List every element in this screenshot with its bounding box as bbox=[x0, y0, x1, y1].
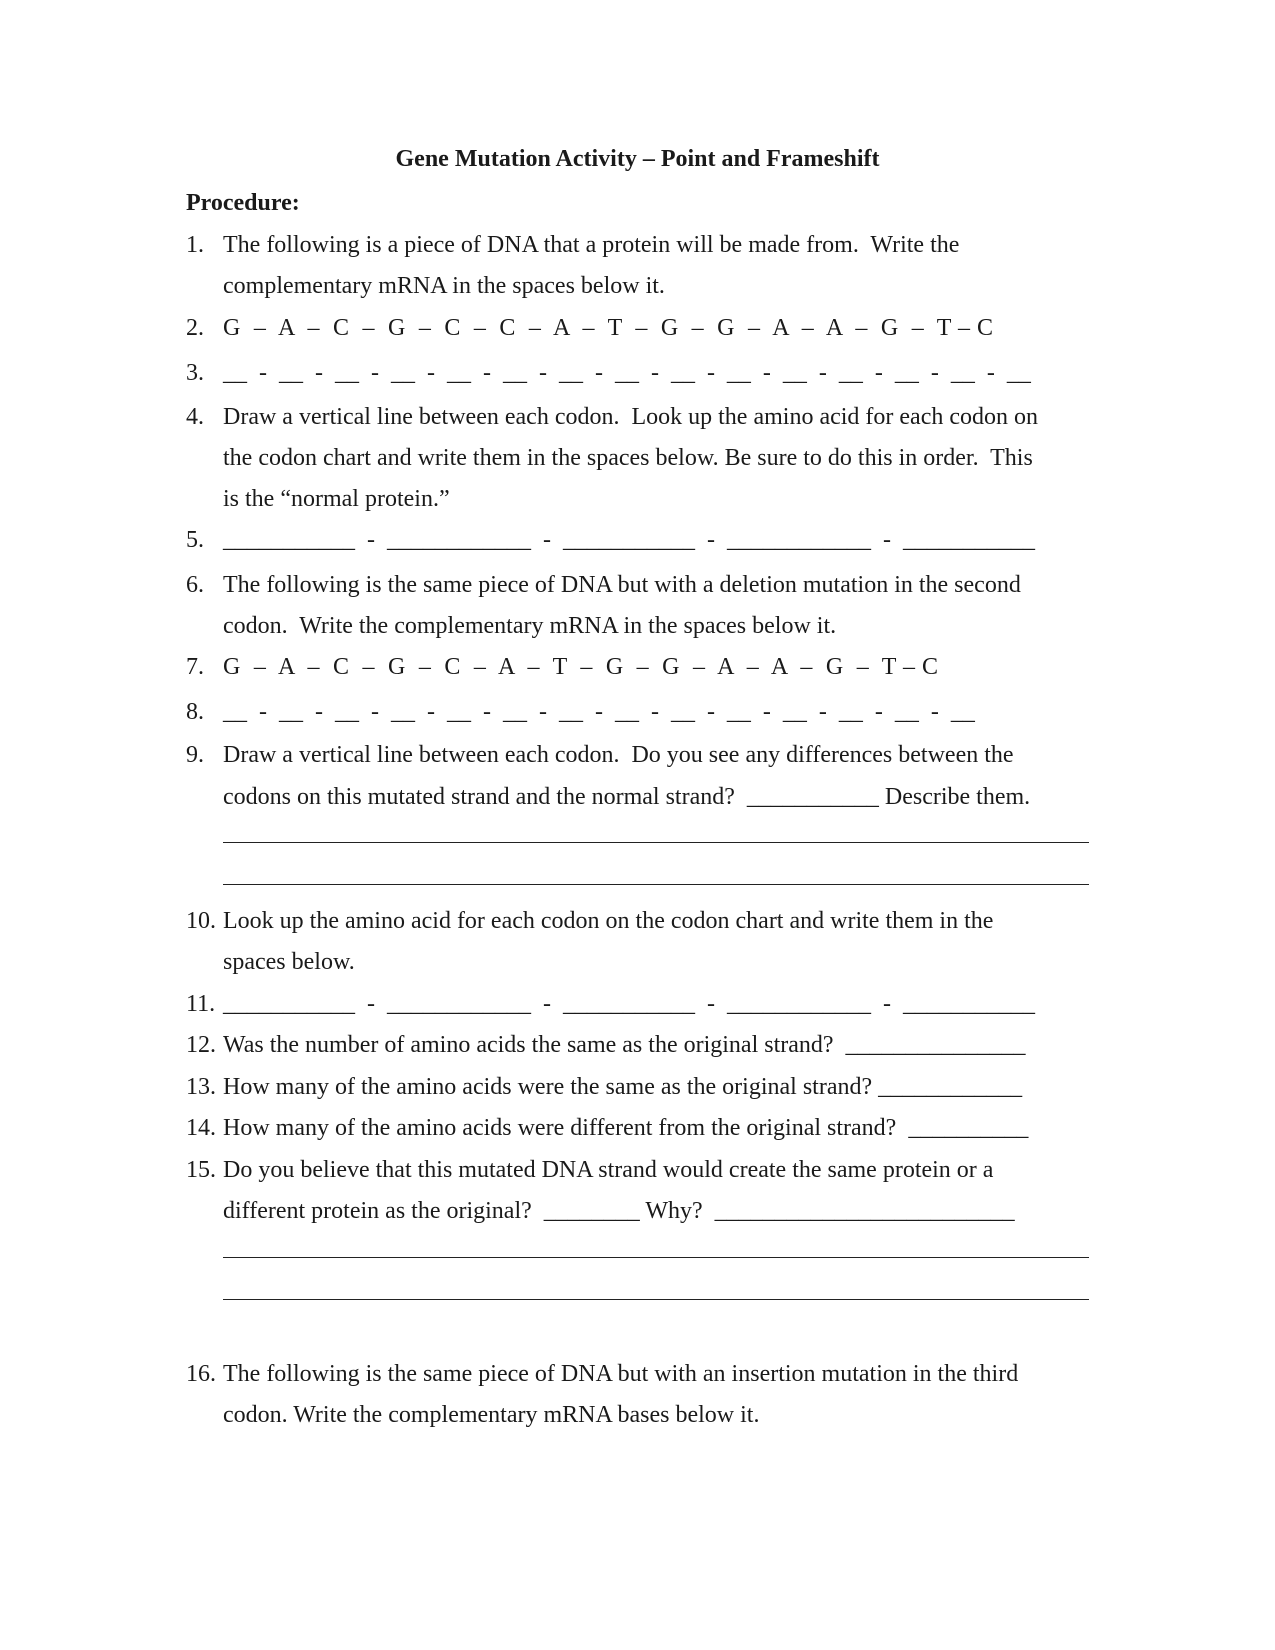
item-number: 12. bbox=[186, 1032, 216, 1058]
item-number: 1. bbox=[186, 232, 204, 258]
item-number: 9. bbox=[186, 742, 204, 768]
item-text: The following is a piece of DNA that a protein will be made from. Write the bbox=[223, 232, 960, 258]
answer-line bbox=[223, 1299, 1089, 1300]
item-text: codons on this mutated strand and the normal strand? ___________ Describe them. bbox=[223, 784, 1031, 810]
item-text: Do you believe that this mutated DNA strand would create the same protein or a bbox=[223, 1157, 994, 1183]
item-text: The following is the same piece of DNA but with an insertion mutation in the third bbox=[223, 1361, 1019, 1387]
amino-acid-blanks: ___________ - ____________ - ___________ - ____________ - ___________ bbox=[223, 527, 1035, 553]
item-text: spaces below. bbox=[223, 949, 355, 975]
item-text: complementary mRNA in the spaces below it. bbox=[223, 273, 665, 299]
item-9-line-2 bbox=[186, 782, 1086, 872]
item-text: the codon chart and write them in the spaces below. Be sure to do this in order. This bbox=[223, 445, 1033, 471]
mrna-blank-spaces: __ - __ - __ - __ - __ - __ - __ - __ - __ - __ - __ - __ - __ - __ - __ bbox=[223, 360, 1031, 386]
item-text: Look up the amino acid for each codon on the codon chart and write them in the bbox=[223, 908, 994, 934]
procedure-heading: Procedure: bbox=[186, 190, 300, 216]
item-text: codon. Write the complementary mRNA in the spaces below it. bbox=[223, 613, 837, 639]
answer-line bbox=[223, 884, 1089, 885]
item-text: different protein as the original? ________ Why? _________________________ bbox=[223, 1198, 1015, 1224]
amino-acid-blanks: ___________ - ____________ - ___________ - ____________ - ___________ bbox=[223, 991, 1035, 1017]
item-number: 2. bbox=[186, 315, 204, 341]
item-number: 15. bbox=[186, 1157, 216, 1183]
item-number: 13. bbox=[186, 1074, 216, 1100]
item-text: How many of the amino acids were the same as the original strand? ____________ bbox=[223, 1074, 1023, 1100]
item-number: 4. bbox=[186, 404, 204, 430]
item-number: 16. bbox=[186, 1361, 216, 1387]
item-number: 14. bbox=[186, 1115, 216, 1141]
item-number: 3. bbox=[186, 360, 204, 386]
item-16-line-2 bbox=[186, 1400, 1086, 1490]
item-text: Was the number of amino acids the same as the original strand? _______________ bbox=[223, 1032, 1026, 1058]
item-number: 6. bbox=[186, 572, 204, 598]
item-number: 11. bbox=[186, 991, 216, 1017]
item-number: 7. bbox=[186, 654, 204, 680]
dna-sequence-normal: G – A – C – G – C – C – A – T – G – G – A – A – G – T – C bbox=[223, 315, 994, 341]
item-15-line-2 bbox=[186, 1196, 1086, 1286]
item-text: Draw a vertical line between each codon. Do you see any differences between the bbox=[223, 742, 1014, 768]
answer-line bbox=[223, 1257, 1089, 1258]
item-text: is the “normal protein.” bbox=[223, 486, 450, 512]
worksheet-title: Gene Mutation Activity – Point and Frameshift bbox=[395, 146, 880, 172]
item-text: How many of the amino acids were different from the original strand? __________ bbox=[223, 1115, 1029, 1141]
item-text: The following is the same piece of DNA but with a deletion mutation in the second bbox=[223, 572, 1021, 598]
item-text: codon. Write the complementary mRNA bases below it. bbox=[223, 1402, 760, 1428]
mrna-blank-spaces: __ - __ - __ - __ - __ - __ - __ - __ - __ - __ - __ - __ - __ - __ bbox=[223, 699, 975, 725]
dna-sequence-deletion: G – A – C – G – C – A – T – G – G – A – A – G – T – C bbox=[223, 654, 939, 680]
item-number: 5. bbox=[186, 527, 204, 553]
item-text: Draw a vertical line between each codon. Look up the amino acid for each codon on bbox=[223, 404, 1039, 430]
answer-line bbox=[223, 842, 1089, 843]
item-number: 8. bbox=[186, 699, 204, 725]
item-number: 10. bbox=[186, 908, 216, 934]
